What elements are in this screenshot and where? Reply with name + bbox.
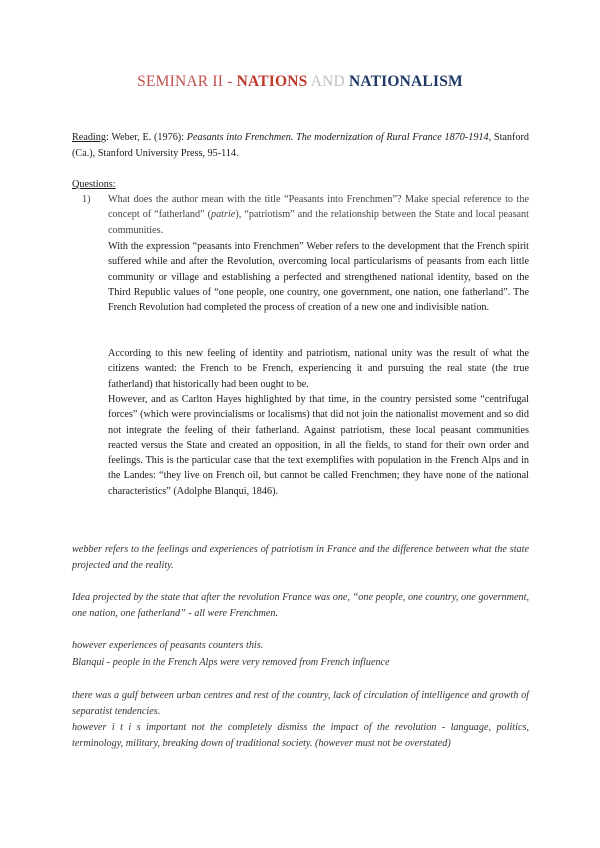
question-text-b: ), “patriotism” and the relationship between the State and local peasant communities. — [108, 209, 529, 236]
note-6: however i t i s important not the completely dismiss the impact of the revolution - language, politics, terminology, military, breaking down of traditional society. (however must not be overstated) — [72, 722, 529, 749]
title-seminar: SEMINAR II - — [137, 73, 237, 90]
question-text — [108, 192, 529, 238]
questions-heading: Questions: — [72, 179, 116, 190]
note-1: webber refers to the feelings and experiences of patriotism in France and the difference between what the state projected and the reality. — [72, 544, 529, 571]
note-5: there was a gulf between urban centres and rest of the country, lack of circulation of intelligence and growth of separatist tendencies. — [72, 690, 529, 717]
title-nationalism: NATIONALISM — [348, 73, 463, 90]
title-nations: NATIONS — [236, 73, 308, 90]
page-title — [0, 73, 600, 91]
note-3: however experiences of peasants counters this. — [72, 640, 264, 651]
question-item — [82, 192, 529, 238]
question-text-a: What does the author mean with the title “Peasants into Frenchmen”? Make special reference to the concept of “fatherland” ( — [108, 194, 529, 221]
answer-paragraph-1: With the expression “peasants into Frenchmen” Weber refers to the development that the French spirit suffered while and after the Revolution, overcoming local particularisms of peasants from each little community or village and establishing a perfected and strengthened national identity, based on the Third Republic values of “one people, one country, one government, one nation, one fatherland”. The French Revolution had completed the process of creation of a new one and indivisible nation. — [108, 241, 529, 314]
answer-paragraph-2: According to this new feeling of identity and patriotism, national unity was the result of what the citizens wanted: the French to be French, experiencing it and pursuing the real state (the true fatherland) that historically had been ought to be. — [108, 348, 529, 390]
reading-reference — [72, 130, 529, 161]
reading-label: Reading — [72, 132, 106, 143]
note-4: Blanqui - people in the French Alps were very removed from French influence — [72, 657, 390, 668]
reading-author: : Weber, E. (1976): — [105, 132, 187, 143]
title-and: AND — [307, 73, 349, 90]
questions-label — [72, 177, 529, 193]
question-patrie: patrie — [210, 209, 236, 221]
question-number: 1) — [82, 194, 91, 205]
reading-book-title: Peasants into Frenchmen. The modernization of Rural France 1870-1914 — [186, 132, 489, 143]
note-2: Idea projected by the state that after the revolution France was one, “one people, one country, one government, one nation, one fatherland” - all were Frenchmen. — [72, 592, 529, 619]
answer-paragraph-3: However, and as Carlton Hayes highlighted by that time, in the country persisted some “centrifugal forces” (which were provincialisms or localisms) that did not join the nationalist movement and so did not integrate the feeling of their fatherland. Against patriotism, these local peasant communities reacted versus the State and created an opposition, in all the fields, to stand for their own order and feelings. This is the particular case that the text exemplifies with population in the French Alps and in the Landes: “they live on French oil, but cannot be called Frenchmen; they have none of the national characteristics” (Adolphe Blanqui, 1846). — [108, 394, 529, 497]
reading-publisher: , Stanford (Ca.), Stanford University Press, 95-114. — [72, 132, 529, 159]
